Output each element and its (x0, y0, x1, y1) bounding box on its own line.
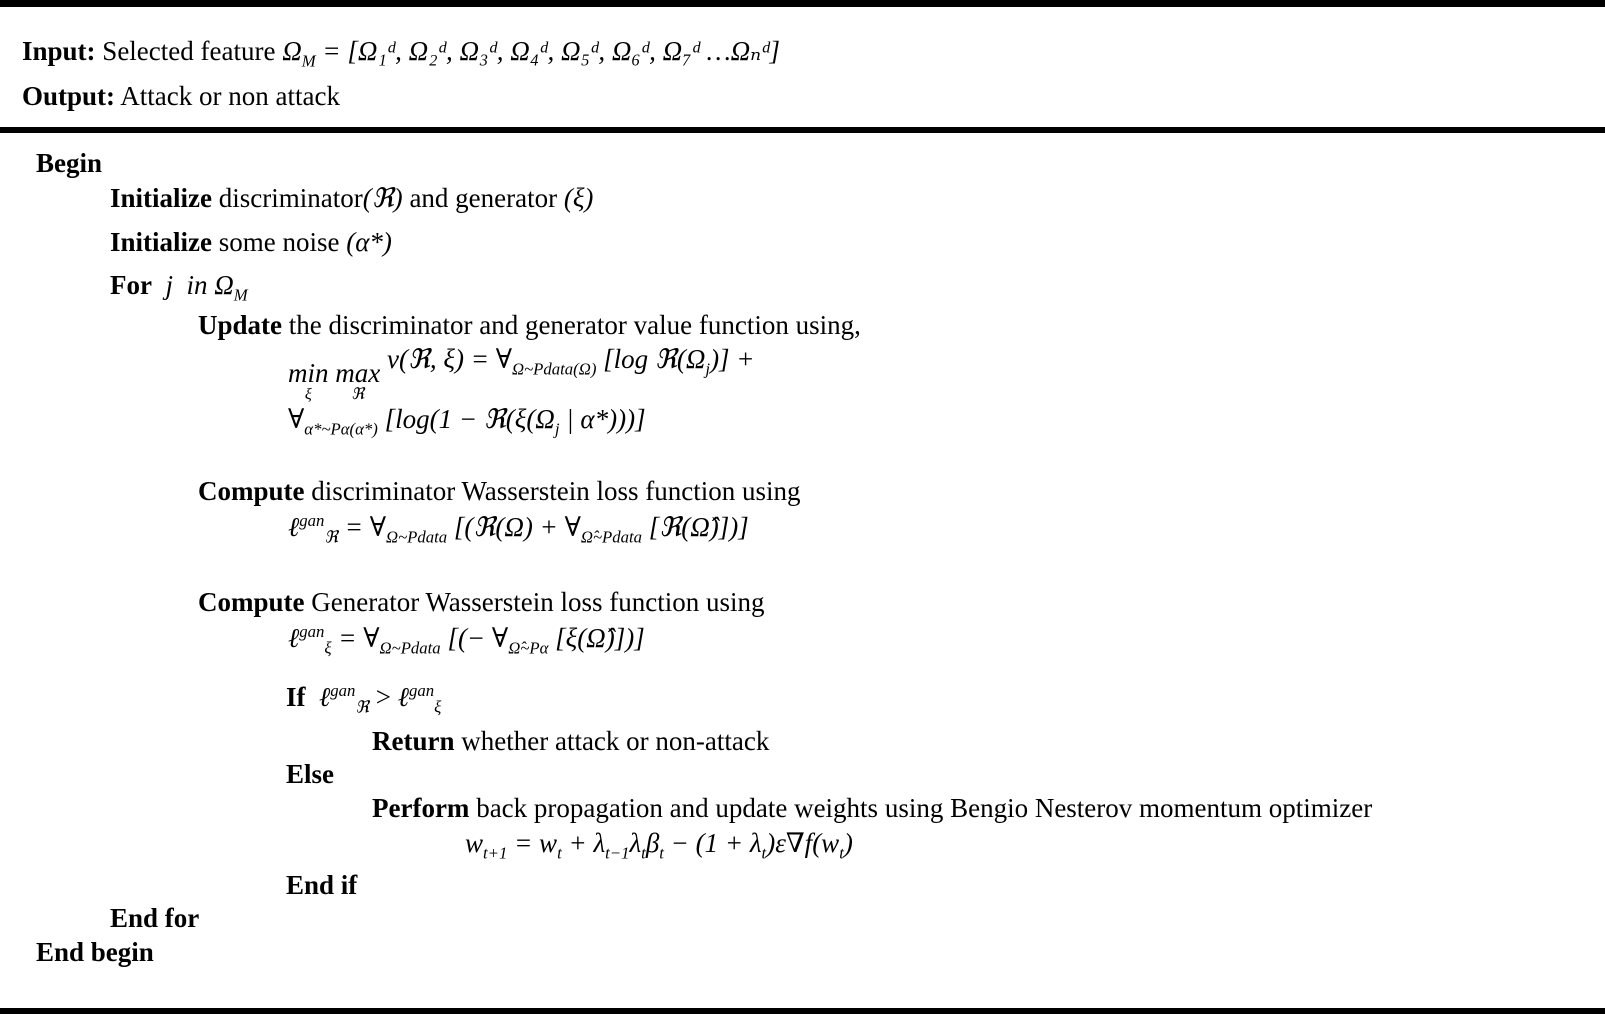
update-line: Update the discriminator and generator value function using, (198, 310, 861, 340)
perform-line: Perform back propagation and update weights using Bengio Nesterov momentum optimizer (372, 793, 1373, 823)
input-text: Selected feature (102, 36, 276, 66)
if-line: If ℓ$^{gan}_ℜ$ > ℓ$^{gan}_\xi$ (286, 681, 442, 717)
compute-discriminator-line: Compute discriminator Wasserstein loss function using (198, 476, 801, 506)
return-line: Return whether attack or non-attack (372, 726, 770, 756)
output-text: Attack or non attack (120, 81, 340, 111)
input-lhs: $\Omega_M$ (282, 36, 316, 71)
bottom-rule (0, 1008, 1605, 1014)
output-line (22, 83, 340, 110)
nesterov-update-eq: $w_{t+1} = w_t + \lambda_{t-1}\lambda_t\beta_t - (1 + \lambda_t)\varepsilon\nabla f(w_t)$ (465, 828, 853, 863)
for-line: For j in $\Omega_M$ (110, 270, 248, 305)
input-line (22, 36, 780, 71)
value-function-eq-line2: $\forall_{\alpha*\sim P\alpha(\alpha*)}$ [$\log(1 - ℜ(\xi(\Omega_j$ | α*)))] (288, 404, 646, 439)
output-label: Output: (22, 81, 116, 111)
input-label: Input: (22, 36, 96, 66)
begin-keyword: Begin (36, 148, 103, 178)
mid-rule (0, 127, 1605, 133)
init-discriminator-line: Initialize discriminator(ℜ) and generator (ξ) (110, 183, 594, 213)
else-keyword: Else (286, 759, 335, 789)
init-noise-line: Initialize some noise (α*) (110, 227, 392, 257)
input-rhs: = [Ω₁ᵈ, Ω₂ᵈ, Ω₃ᵈ, Ω₄ᵈ, Ω₅ᵈ, Ω₆ᵈ, Ω₇ᵈ …Ωₙᵈ] (322, 36, 780, 66)
end-begin-keyword: End begin (36, 937, 154, 967)
value-function-eq-line1: min ξ max ℜ ν(ℜ, $\xi) = \forall_{\Omega\sim Pdata(\Omega)}$ [log $ℜ(\Omega_j)$] + (288, 344, 755, 403)
compute-generator-line: Compute Generator Wasserstein loss function using (198, 587, 765, 617)
generator-loss-eq: ℓ$^{gan}_\xi$ = $\forall_{\Omega\sim Pdata}$ [(− $\forall_{\Omegâ\sim P\alpha}$ [ξ(Ω̂)])] (288, 622, 645, 658)
end-for-keyword: End for (110, 903, 200, 933)
end-if-keyword: End if (286, 870, 358, 900)
top-rule (0, 0, 1605, 7)
discriminator-loss-eq: ℓ$^{gan}_ℜ$ = $\forall_{\Omega\sim Pdata}$ [(ℜ(Ω) + $\forall_{\Omegâ\sim Pdata}$ [ℜ(Ω̂)])] (288, 511, 749, 547)
